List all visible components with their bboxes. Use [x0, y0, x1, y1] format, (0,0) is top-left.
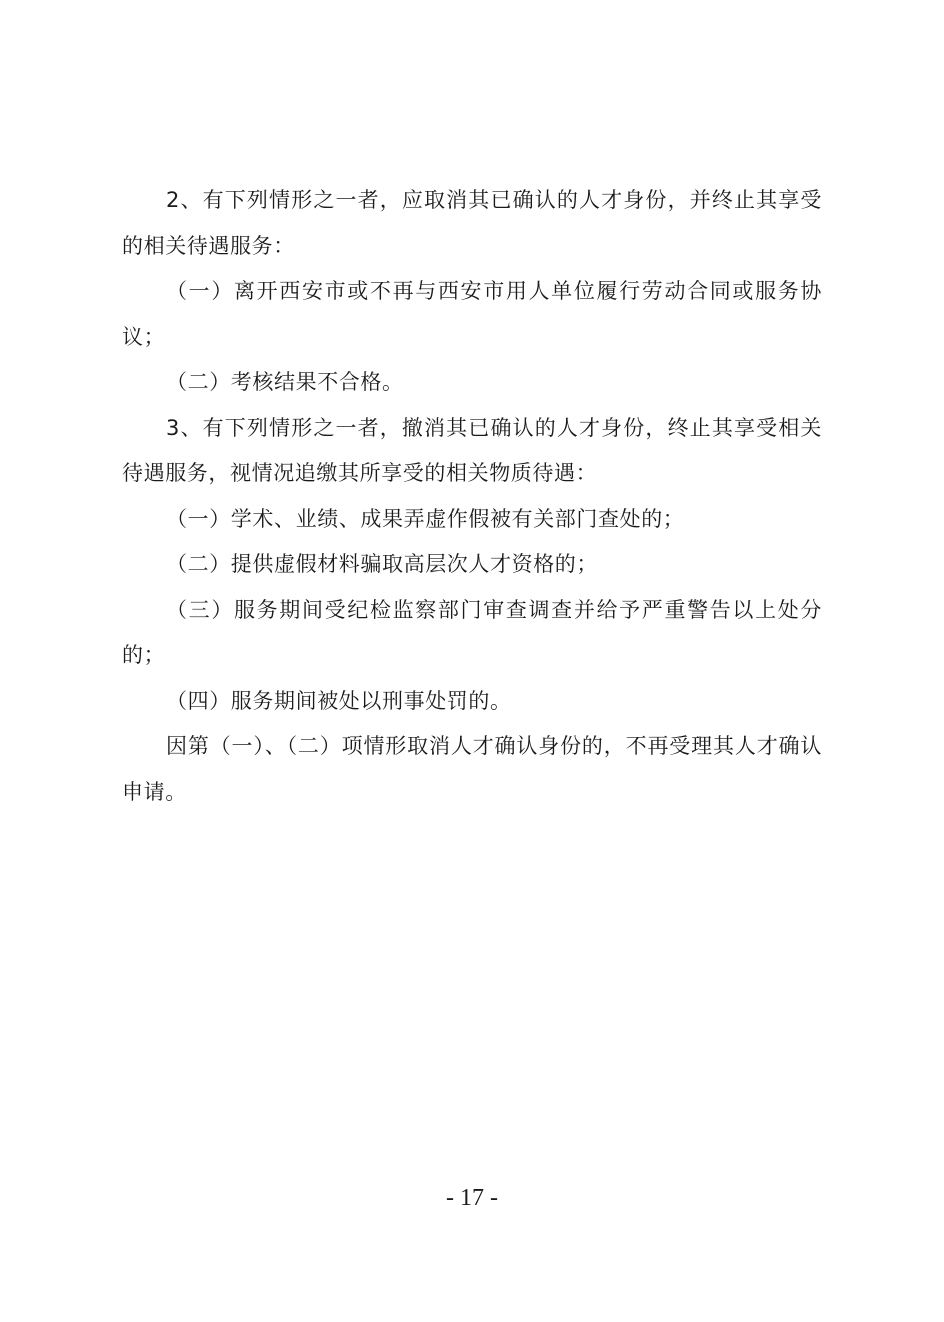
- paragraph-item-academic-fraud: （一）学术、业绩、成果弄虚作假被有关部门查处的；: [166, 506, 685, 531]
- paragraph-item-false-materials: （二）提供虚假材料骗取高层次人才资格的；: [166, 552, 598, 576]
- page-number: - 17 -: [446, 1185, 498, 1211]
- paragraph-no-reapplication: 因第（一）、（二）项情形取消人才确认身份的，不再受理其人才确认申请。: [122, 734, 822, 804]
- paragraph-revoke-conditions: 3、有下列情形之一者，撤消其已确认的人才身份，终止其享受相关待遇服务，视情况追缴其所享受的相关物质待遇：: [122, 415, 822, 485]
- paragraph-item-disciplinary-action: （三）服务期间受纪检监察部门审查调查并给予严重警告以上处分的；: [122, 597, 822, 667]
- paragraph-item-criminal-penalty: （四）服务期间被处以刑事处罚的。: [166, 688, 512, 713]
- paragraph-item-leave-xian: （一）离开西安市或不再与西安市用人单位履行劳动合同或服务协议；: [122, 279, 822, 349]
- document-body: [122, 178, 822, 815]
- paragraph-cancel-conditions: 2、有下列情形之一者，应取消其已确认的人才身份，并终止其享受的相关待遇服务：: [122, 188, 822, 258]
- paragraph-item-assessment-failed: （二）考核结果不合格。: [166, 370, 404, 394]
